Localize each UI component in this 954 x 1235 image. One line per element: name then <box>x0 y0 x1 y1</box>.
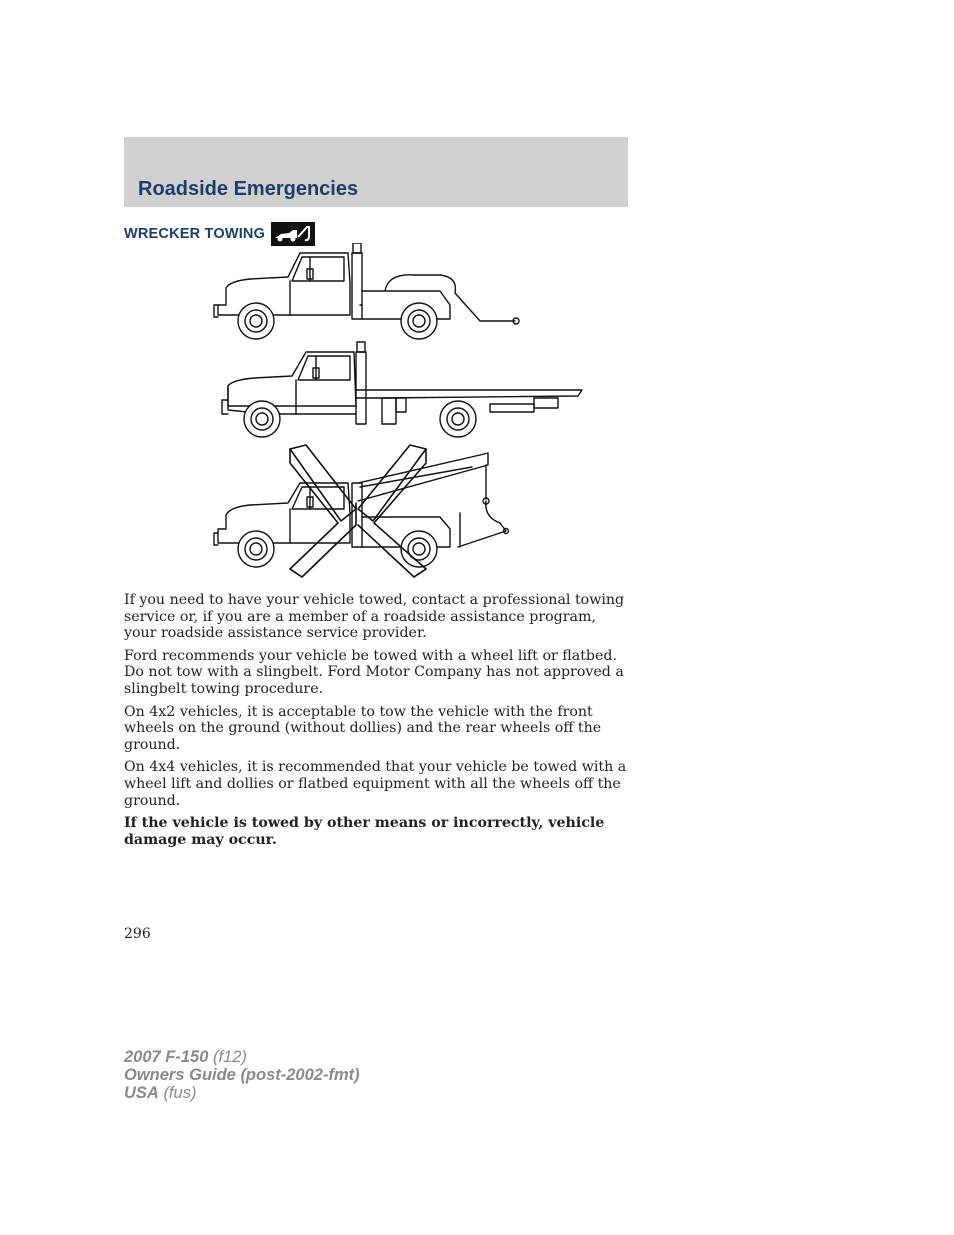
footer-line-2 <box>124 1066 360 1084</box>
footer-guide: Owners Guide (post-2002-fmt) <box>124 1066 360 1084</box>
document-footer <box>124 1048 360 1102</box>
page-number: 296 <box>124 926 151 942</box>
footer-model: 2007 F-150 <box>124 1048 209 1066</box>
wheel-lift-truck <box>214 243 519 339</box>
paragraph: On 4x4 vehicles, it is recommended that your vehicle be towed with a wheel lift and dollies or flatbed equipment with all the wheels off the ground. <box>124 759 627 809</box>
footer-model-code: (f12) <box>213 1048 247 1066</box>
paragraph: Ford recommends your vehicle be towed with a wheel lift or flatbed. Do not tow with a slingbelt. Ford Motor Company has not approved a slingbelt towing procedure. <box>124 647 624 697</box>
warning-text: If the vehicle is towed by other means or incorrectly, vehicle damage may occur. <box>124 815 605 848</box>
header-band <box>124 137 628 207</box>
footer-line-3 <box>124 1084 360 1102</box>
slingbelt-truck-crossed-out <box>214 445 509 577</box>
section-heading-text: WRECKER TOWING <box>124 226 266 242</box>
paragraph: On 4x2 vehicles, it is acceptable to tow the vehicle with the front wheels on the ground (without dollies) and the rear wheels off the ground. <box>124 703 602 753</box>
flatbed-truck <box>222 342 582 437</box>
body-text <box>124 592 628 854</box>
footer-line-1 <box>124 1048 360 1066</box>
page-title: Roadside Emergencies <box>138 178 359 200</box>
paragraph: If you need to have your vehicle towed, contact a professional towing service or, if you are a member of a roadside assistance program, your roadside assistance service provider. <box>124 592 625 642</box>
footer-market: USA <box>124 1084 159 1102</box>
footer-market-code: (fus) <box>163 1084 197 1102</box>
towing-illustration <box>210 243 590 581</box>
